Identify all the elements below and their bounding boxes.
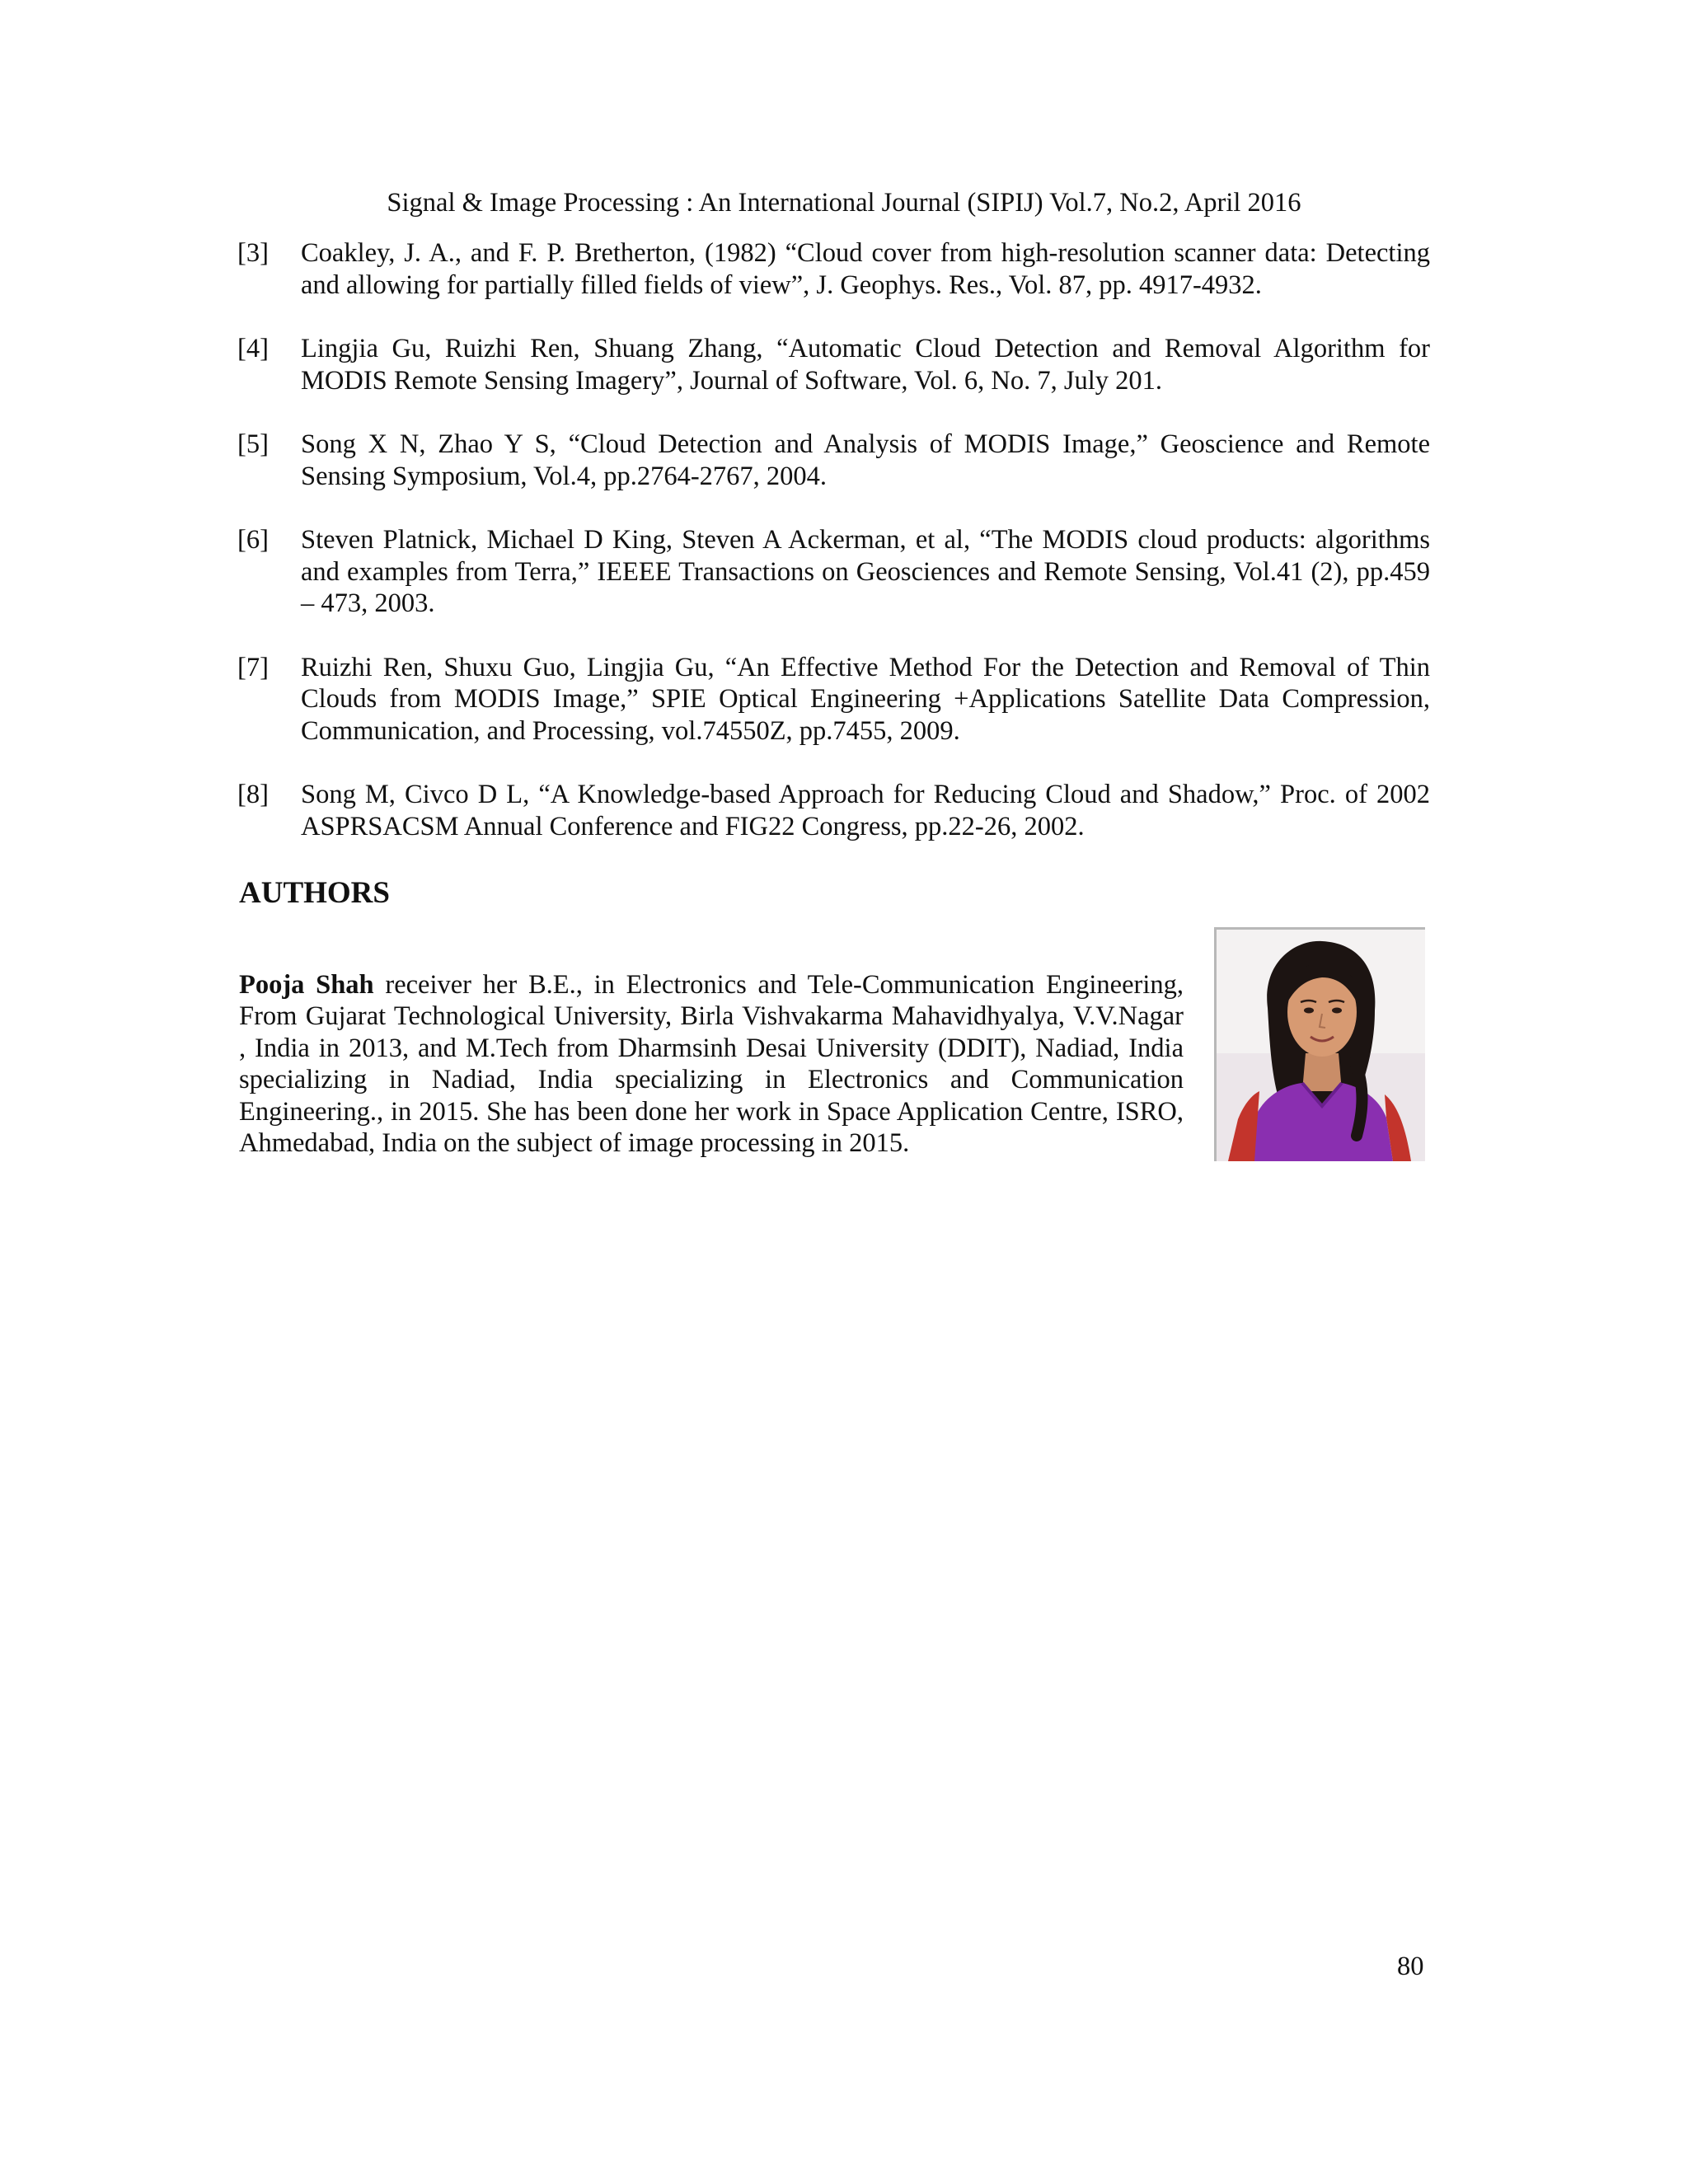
- reference-text: Steven Platnick, Michael D King, Steven A Ackerman, et al, “The MODIS cloud products: algorithms and examples from Terra,” IEEEE Transactions on Geosciences and Remote Sensing, Vol.41 (2), pp.459 – 473, 2003.: [301, 525, 1430, 618]
- author-name: Pooja Shah: [239, 969, 374, 1000]
- reference-text: Song X N, Zhao Y S, “Cloud Detection and Analysis of MODIS Image,” Geoscience and Remote Sensing Symposium, Vol.4, pp.2764-2767, 2004.: [301, 429, 1430, 491]
- running-header: Signal & Image Processing : An International Journal (SIPIJ) Vol.7, No.2, April 2016: [387, 188, 1301, 218]
- author-bio-text: receiver her B.E., in Electronics and Tele-Communication Engineering, From Gujarat Technological University, Birla Vishvakarma Mahavidhyalya, V.V.Nagar , India in 2013, and M.Tech from Dharmsinh Desai University (DDIT), Nadiad, India specializing in Nadiad, India specializing in Electronics and Communication Engineering., in 2015. She has been done her work in Space Application Centre, ISRO, Ahmedabad, India on the subject of image processing in 2015.: [239, 969, 1184, 1159]
- reference-item: [237, 524, 1430, 620]
- reference-item: [237, 779, 1430, 842]
- reference-number: [4]: [237, 334, 269, 363]
- reference-item: [237, 652, 1430, 748]
- reference-item: [237, 333, 1430, 396]
- reference-text: Lingjia Gu, Ruizhi Ren, Shuang Zhang, “Automatic Cloud Detection and Removal Algorithm for MODIS Remote Sensing Imagery”, Journal of Software, Vol. 6, No. 7, July 201.: [301, 334, 1430, 396]
- author-bio: [239, 969, 1184, 1160]
- authors-heading: AUTHORS: [239, 876, 390, 910]
- reference-text: Coakley, J. A., and F. P. Bretherton, (1982) “Cloud cover from high-resolution scanner data: Detecting and allowing for partially filled fields of view”, J. Geophys. Res., Vol. 87, pp. 4917-4932.: [301, 238, 1430, 300]
- reference-item: [237, 429, 1430, 492]
- reference-number: [8]: [237, 780, 269, 809]
- reference-text: Ruizhi Ren, Shuxu Guo, Lingjia Gu, “An Effective Method For the Detection and Removal of Thin Clouds from MODIS Image,” SPIE Optical Engineering +Applications Satellite Data Compression, Communication, and Processing, vol.74550Z, pp.7455, 2009.: [301, 652, 1430, 746]
- author-photo: [1214, 927, 1425, 1161]
- reference-number: [5]: [237, 429, 269, 459]
- reference-list: [237, 237, 1430, 874]
- page-number: 80: [1397, 1952, 1424, 1981]
- reference-text: Song M, Civco D L, “A Knowledge-based Approach for Reducing Cloud and Shadow,” Proc. of 2002 ASPRSACSM Annual Conference and FIG22 Congress, pp.22-26, 2002.: [301, 780, 1430, 841]
- reference-number: [6]: [237, 525, 269, 555]
- reference-number: [7]: [237, 652, 269, 682]
- reference-number: [3]: [237, 238, 269, 268]
- reference-item: [237, 237, 1430, 301]
